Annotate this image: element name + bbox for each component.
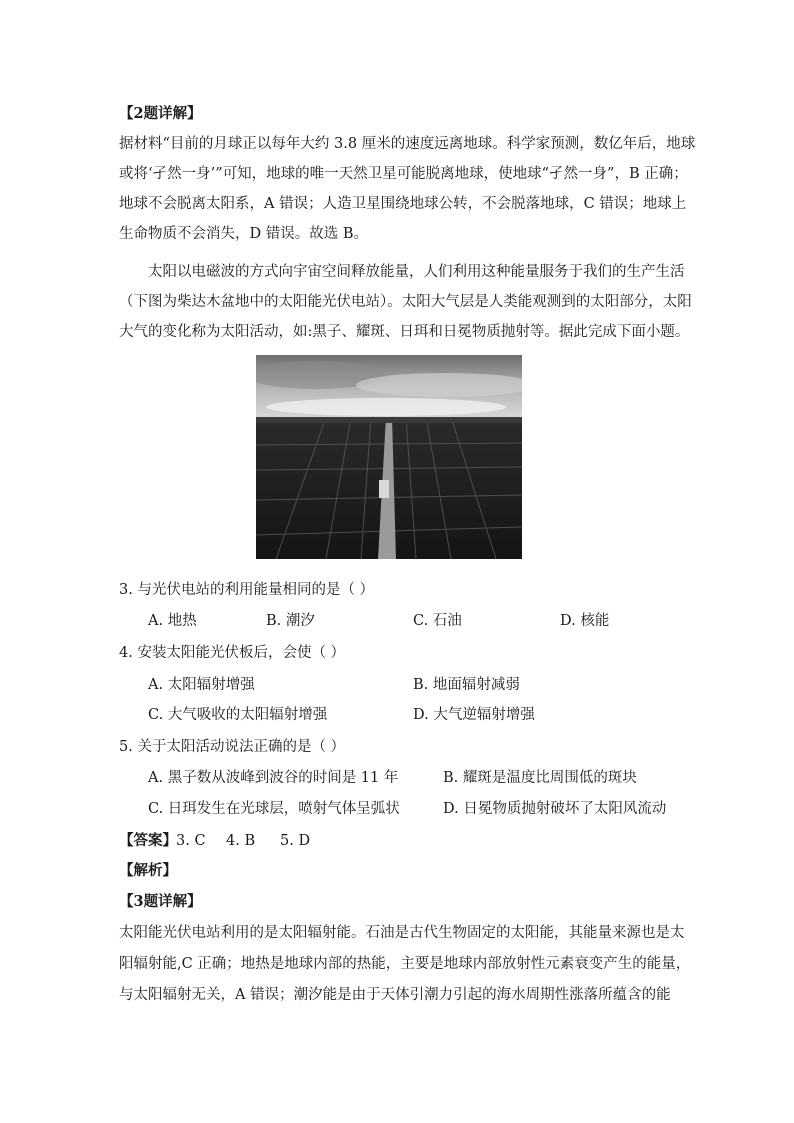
question-4-option-a: A. 太阳辐射增强 bbox=[148, 677, 255, 693]
intro-line-1: 太阳以电磁波的方式向宇宙空间释放能量，人们利用这种能量服务于我们的生产生活 bbox=[148, 264, 685, 280]
section2-line-1: 据材料“目前的月球正以每年大约 3.8 厘米的速度远离地球。科学家预测，数亿年后，地球 bbox=[119, 136, 696, 152]
section2-line-4: 生命物质不会消失，D 错误。故选 B。 bbox=[119, 226, 368, 242]
section2-line-3: 地球不会脱离太阳系，A 错误；人造卫星围绕地球公转，不会脱落地球，C 错误；地球上 bbox=[119, 196, 687, 212]
analysis-label: 【解析】 bbox=[119, 862, 177, 879]
section3-line-1: 太阳能光伏电站利用的是太阳辐射能。石油是古代生物固定的太阳能，其能量来源也是太 bbox=[119, 925, 685, 941]
question-3-option-d: D. 核能 bbox=[560, 613, 610, 629]
question-5-option-a: A. 黑子数从波峰到波谷的时间是 11 年 bbox=[148, 770, 399, 786]
answer-item-4: 4. B bbox=[226, 833, 256, 849]
section3-line-3: 与太阳辐射无关，A 错误；潮汐能是由于天体引潮力引起的海水周期性涨落所蕴含的能 bbox=[119, 987, 671, 1003]
question-4-stem: 4. 安装太阳能光伏板后，会使（ ） bbox=[119, 645, 346, 661]
section2-line-2: 或将‘孑然一身’”可知，地球的唯一天然卫星可能脱离地球，使地球“孑然一身”，B 正确； bbox=[119, 166, 688, 182]
section3-heading: 【3题详解】 bbox=[119, 893, 202, 910]
question-5-option-d: D. 日冕物质抛射破坏了太阳风流动 bbox=[443, 801, 667, 817]
question-3-option-a: A. 地热 bbox=[148, 613, 197, 629]
intro-line-3: 大气的变化称为太阳活动，如:黑子、耀斑、日珥和日冕物质抛射等。据此完成下面小题。 bbox=[119, 324, 690, 340]
intro-line-2: （下图为柴达木盆地中的太阳能光伏电站）。太阳大气层是人类能观测到的太阳部分，太阳 bbox=[119, 294, 692, 310]
question-3-option-c: C. 石油 bbox=[413, 613, 462, 629]
section2-heading: 【2题详解】 bbox=[119, 105, 202, 122]
question-4-option-c: C. 大气吸收的太阳辐射增强 bbox=[148, 707, 328, 723]
answer-item-3: 3. C bbox=[176, 833, 206, 849]
answer-label: 【答案】 bbox=[119, 832, 177, 849]
question-3-option-b: B. 潮汐 bbox=[266, 613, 315, 629]
solar-plant-photo bbox=[256, 355, 522, 559]
answer-item-5: 5. D bbox=[280, 833, 311, 849]
question-5-option-c: C. 日珥发生在光球层，喷射气体呈弧状 bbox=[148, 801, 400, 817]
question-5-option-b: B. 耀斑是温度比周围低的斑块 bbox=[443, 770, 637, 786]
section3-line-2: 阳辐射能,C 正确；地热是地球内部的热能，主要是地球内部放射性元素衰变产生的能量， bbox=[119, 956, 691, 972]
question-4-option-b: B. 地面辐射减弱 bbox=[413, 677, 520, 693]
question-5-stem: 5. 关于太阳活动说法正确的是（ ） bbox=[119, 739, 346, 755]
question-3-stem: 3. 与光伏电站的利用能量相同的是（ ） bbox=[119, 582, 375, 598]
question-4-option-d: D. 大气逆辐射增强 bbox=[413, 707, 535, 723]
